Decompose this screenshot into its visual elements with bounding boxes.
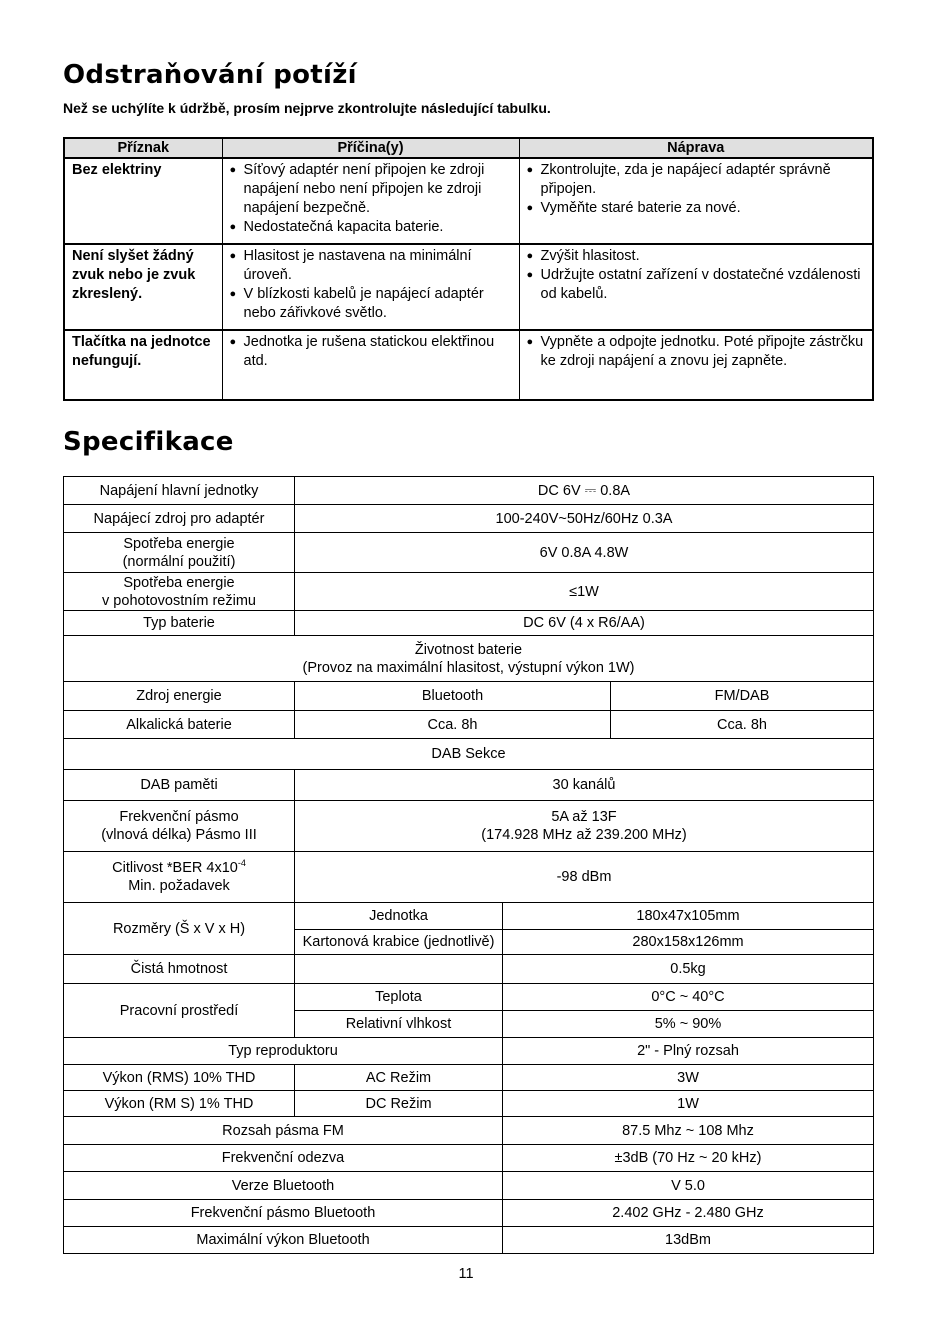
- spec-label: Frekvenční pásmo Bluetooth: [64, 1200, 503, 1227]
- spec-label: Zdroj energie: [64, 682, 295, 711]
- list-item: ● Vyměňte staré baterie za nové.: [527, 199, 867, 218]
- spec-value: ±3dB (70 Hz ~ 20 kHz): [503, 1145, 874, 1172]
- list-item: ● Hlasitost je nastavena na minimální úroveň.: [230, 247, 513, 285]
- spec-value: 87.5 Mhz ~ 108 Mhz: [503, 1117, 874, 1145]
- list-item: ● Nedostatečná kapacita baterie.: [230, 218, 513, 237]
- spec-value: 2.402 GHz - 2.480 GHz: [503, 1200, 874, 1227]
- spec-value: 100-240V~50Hz/60Hz 0.3A: [295, 505, 874, 533]
- table-row: [64, 1145, 874, 1172]
- header-cause: Příčina(y): [222, 138, 519, 158]
- spec-label: Frekvenční odezva: [64, 1145, 503, 1172]
- table-row: [64, 1227, 874, 1254]
- spec-sublabel: Jednotka: [295, 903, 503, 930]
- table-row: [64, 770, 874, 801]
- table-row: [64, 1091, 874, 1117]
- spec-label: Typ reproduktoru: [64, 1038, 503, 1065]
- spec-value: 1W: [503, 1091, 874, 1117]
- list-item: ● Vypněte a odpojte jednotku. Poté připojte zástrčku ke zdroji napájení a znovu jej zapněte.: [527, 333, 867, 371]
- symptom-cell: Bez elektriny: [64, 158, 222, 244]
- spec-value: Bluetooth: [295, 682, 611, 711]
- dab-section-heading: DAB Sekce: [64, 739, 874, 770]
- list-item: ● Zvýšit hlasitost.: [527, 247, 867, 266]
- list-item: ● V blízkosti kabelů je napájecí adaptér nebo zářivkové světlo.: [230, 285, 513, 323]
- spec-label: Verze Bluetooth: [64, 1172, 503, 1200]
- spec-value: DC 6V ⎓ 0.8A: [295, 477, 874, 505]
- spec-value: FM/DAB: [611, 682, 874, 711]
- spec-sublabel: Teplota: [295, 984, 503, 1011]
- table-row: [64, 1172, 874, 1200]
- page-number: 11: [458, 1266, 474, 1282]
- list-item: ● Síťový adaptér není připojen ke zdroji napájení nebo není připojen ke zdroji napájení bezpečně.: [230, 161, 513, 218]
- spec-label-line: Min. požadavek: [128, 878, 230, 894]
- spec-label-line: Citlivost *BER 4x10: [112, 860, 238, 876]
- spec-value: 0°C ~ 40°C: [503, 984, 874, 1011]
- table-row: [64, 244, 873, 330]
- cause-cell: [222, 158, 519, 244]
- spec-label: Rozsah pásma FM: [64, 1117, 503, 1145]
- spec-value: [295, 801, 874, 852]
- spec-sublabel: Relativní vlhkost: [295, 1011, 503, 1038]
- spec-label-line: Frekvenční pásmo: [119, 809, 239, 825]
- battery-life-heading: [64, 636, 874, 682]
- specification-title: Specifikace: [63, 427, 234, 457]
- spec-value: 180x47x105mm: [503, 903, 874, 930]
- spec-sublabel: AC Režim: [295, 1065, 503, 1091]
- spec-label-line: Spotřeba energie: [123, 535, 235, 552]
- spec-label: Pracovní prostředí: [64, 984, 295, 1038]
- table-row: [64, 533, 874, 573]
- spec-value-line: 5A až 13F: [551, 809, 617, 825]
- spec-value: V 5.0: [503, 1172, 874, 1200]
- spec-label: Napájecí zdroj pro adaptér: [64, 505, 295, 533]
- spec-value: -98 dBm: [295, 852, 874, 903]
- troubleshooting-table: [63, 137, 874, 401]
- spec-label: DAB paměti: [64, 770, 295, 801]
- spec-value: DC 6V (4 x R6/AA): [295, 611, 874, 636]
- spec-value: ≤1W: [295, 573, 874, 611]
- troubleshooting-title: Odstraňování potíží: [63, 60, 357, 90]
- spec-label: [64, 852, 295, 903]
- table-row: [64, 477, 874, 505]
- spec-label: [64, 801, 295, 852]
- spec-label: Typ baterie: [64, 611, 295, 636]
- table-row: [64, 636, 874, 682]
- header-remedy: Náprava: [519, 138, 873, 158]
- table-row: [64, 1065, 874, 1091]
- table-row: [64, 573, 874, 611]
- spec-value: 2" - Plný rozsah: [503, 1038, 874, 1065]
- table-row: [64, 955, 874, 984]
- list-item: ● Zkontrolujte, zda je napájecí adaptér správně připojen.: [527, 161, 867, 199]
- battery-life-line: (Provoz na maximální hlasitost, výstupní výkon 1W): [302, 659, 635, 676]
- troubleshooting-intro: Než se uchýlíte k údržbě, prosím nejprve zkontrolujte následující tabulku.: [63, 100, 551, 116]
- spec-label-line: (vlnová délka) Pásmo III: [101, 827, 257, 843]
- table-row: [64, 158, 873, 244]
- spec-label: Výkon (RMS) 10% THD: [64, 1065, 295, 1091]
- table-row: [64, 1117, 874, 1145]
- table-row: [64, 984, 874, 1011]
- spec-value: 13dBm: [503, 1227, 874, 1254]
- spec-sublabel: DC Režim: [295, 1091, 503, 1117]
- list-item: ● Jednotka je rušena statickou elektřinou atd.: [230, 333, 513, 371]
- spec-value: Cca. 8h: [611, 711, 874, 739]
- spec-value: 6V 0.8A 4.8W: [295, 533, 874, 573]
- spec-label-line: (normální použití): [122, 553, 236, 570]
- table-row: [64, 711, 874, 739]
- spec-value: 5% ~ 90%: [503, 1011, 874, 1038]
- spec-label-line: Spotřeba energie: [123, 574, 235, 591]
- header-symptom: Příznak: [64, 138, 222, 158]
- remedy-cell: [519, 330, 873, 400]
- spec-label: Čistá hmotnost: [64, 955, 295, 984]
- cause-cell: [222, 244, 519, 330]
- spec-value-line: (174.928 MHz až 239.200 MHz): [481, 827, 687, 843]
- table-row: [64, 330, 873, 400]
- spec-sublabel: Kartonová krabice (jednotlivě): [295, 930, 503, 955]
- table-row: [64, 682, 874, 711]
- table-row: [64, 852, 874, 903]
- table-row: [64, 739, 874, 770]
- spec-sublabel: [295, 955, 503, 984]
- table-row: [64, 505, 874, 533]
- list-item: ● Udržujte ostatní zařízení v dostatečné vzdálenosti od kabelů.: [527, 266, 867, 304]
- spec-label: Napájení hlavní jednotky: [64, 477, 295, 505]
- spec-label: [64, 573, 295, 611]
- battery-life-line: Životnost baterie: [414, 641, 523, 658]
- spec-label-line: v pohotovostním režimu: [102, 592, 256, 609]
- table-row: [64, 1038, 874, 1065]
- specification-table: [63, 476, 874, 1254]
- spec-value: 30 kanálů: [295, 770, 874, 801]
- table-row: [64, 1200, 874, 1227]
- spec-label: [64, 533, 295, 573]
- spec-label: Maximální výkon Bluetooth: [64, 1227, 503, 1254]
- table-row: [64, 903, 874, 930]
- spec-label: Rozměry (Š x V x H): [64, 903, 295, 955]
- spec-value: 280x158x126mm: [503, 930, 874, 955]
- spec-value: 0.5kg: [503, 955, 874, 984]
- troubleshooting-header-row: [64, 138, 873, 158]
- spec-value: Cca. 8h: [295, 711, 611, 739]
- remedy-cell: [519, 244, 873, 330]
- remedy-cell: [519, 158, 873, 244]
- symptom-cell: Není slyšet žádný zvuk nebo je zvuk zkreslený.: [64, 244, 222, 330]
- spec-value: 3W: [503, 1065, 874, 1091]
- spec-label: Výkon (RM S) 1% THD: [64, 1091, 295, 1117]
- superscript: -4: [237, 858, 246, 868]
- cause-cell: [222, 330, 519, 400]
- table-row: [64, 801, 874, 852]
- symptom-cell: Tlačítka na jednotce nefungují.: [64, 330, 222, 400]
- table-row: [64, 611, 874, 636]
- spec-label: Alkalická baterie: [64, 711, 295, 739]
